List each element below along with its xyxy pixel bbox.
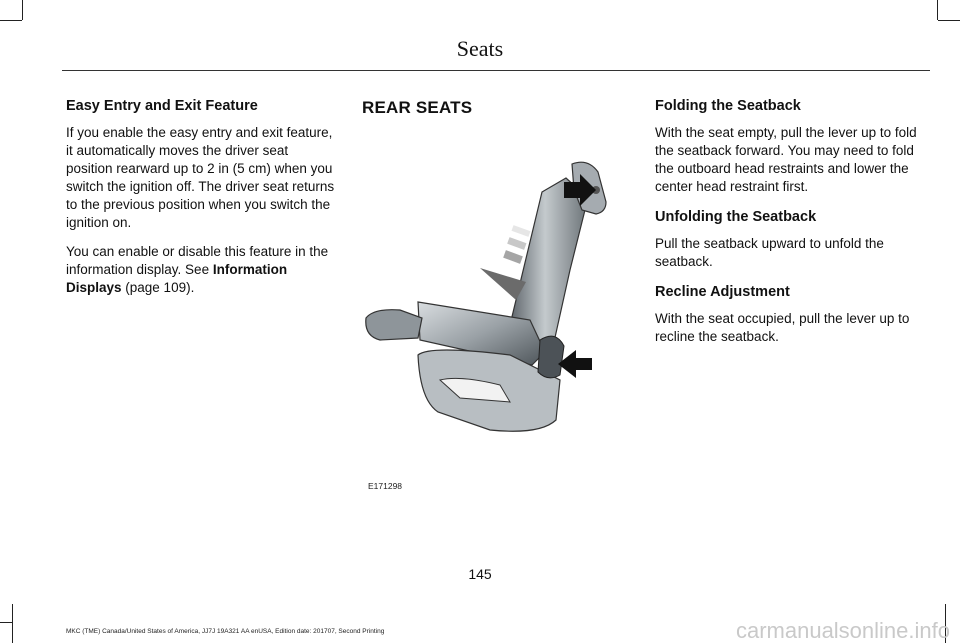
heading-easy-entry: Easy Entry and Exit Feature	[66, 98, 258, 114]
cushion-front-shape	[366, 310, 422, 340]
right-column	[655, 96, 927, 357]
figure-code: E171298	[368, 481, 403, 491]
paragraph-recline-adjustment: With the seat occupied, pull the lever up to recline the seatback.	[655, 311, 910, 344]
crop-mark	[938, 20, 960, 21]
lever-housing	[538, 336, 564, 378]
section-title-rear-seats: REAR SEATS	[362, 98, 473, 117]
paragraph-unfolding-seatback: Pull the seatback upward to unfold the seatback.	[655, 236, 884, 269]
paragraph-easy-entry: If you enable the easy entry and exit feature, it automatically moves the driver seat position rearward up to 2 in (5 cm) when you switch the ignition off. The driver seat returns to the previous position when you switch the ignition on.	[66, 125, 335, 230]
header-rule	[62, 70, 930, 71]
page-header-title: Seats	[456, 36, 504, 61]
paragraph-enable-disable	[66, 243, 338, 297]
crop-mark	[0, 622, 12, 623]
paragraph-enable-disable-text: You can enable or disable this feature in the information display. See	[66, 244, 329, 277]
heading-recline-adjustment: Recline Adjustment	[655, 284, 790, 300]
footer-edition-info: MKC (TME) Canada/United States of America, JJ7J 19A321 AA enUSA, Edition date: 201707, Second Printing	[66, 628, 385, 635]
page-number: 145	[468, 566, 492, 582]
crop-mark	[937, 0, 938, 20]
heading-folding-seatback: Folding the Seatback	[655, 98, 801, 114]
paragraph-folding-seatback: With the seat empty, pull the lever up to fold the seatback forward. You may need to fold the outboard head restraints and lower the center head restraint first.	[655, 125, 917, 194]
information-displays-link[interactable]: Information Displays	[66, 262, 288, 295]
crop-mark	[22, 0, 23, 20]
crop-mark	[12, 604, 13, 643]
watermark: carmanualsonline.info	[735, 618, 950, 643]
crop-mark	[0, 20, 22, 21]
middle-column	[362, 96, 634, 120]
rear-seat-illustration	[360, 150, 610, 495]
page-reference: (page 109).	[121, 280, 195, 295]
heading-unfolding-seatback: Unfolding the Seatback	[655, 209, 817, 225]
left-column	[66, 96, 338, 308]
